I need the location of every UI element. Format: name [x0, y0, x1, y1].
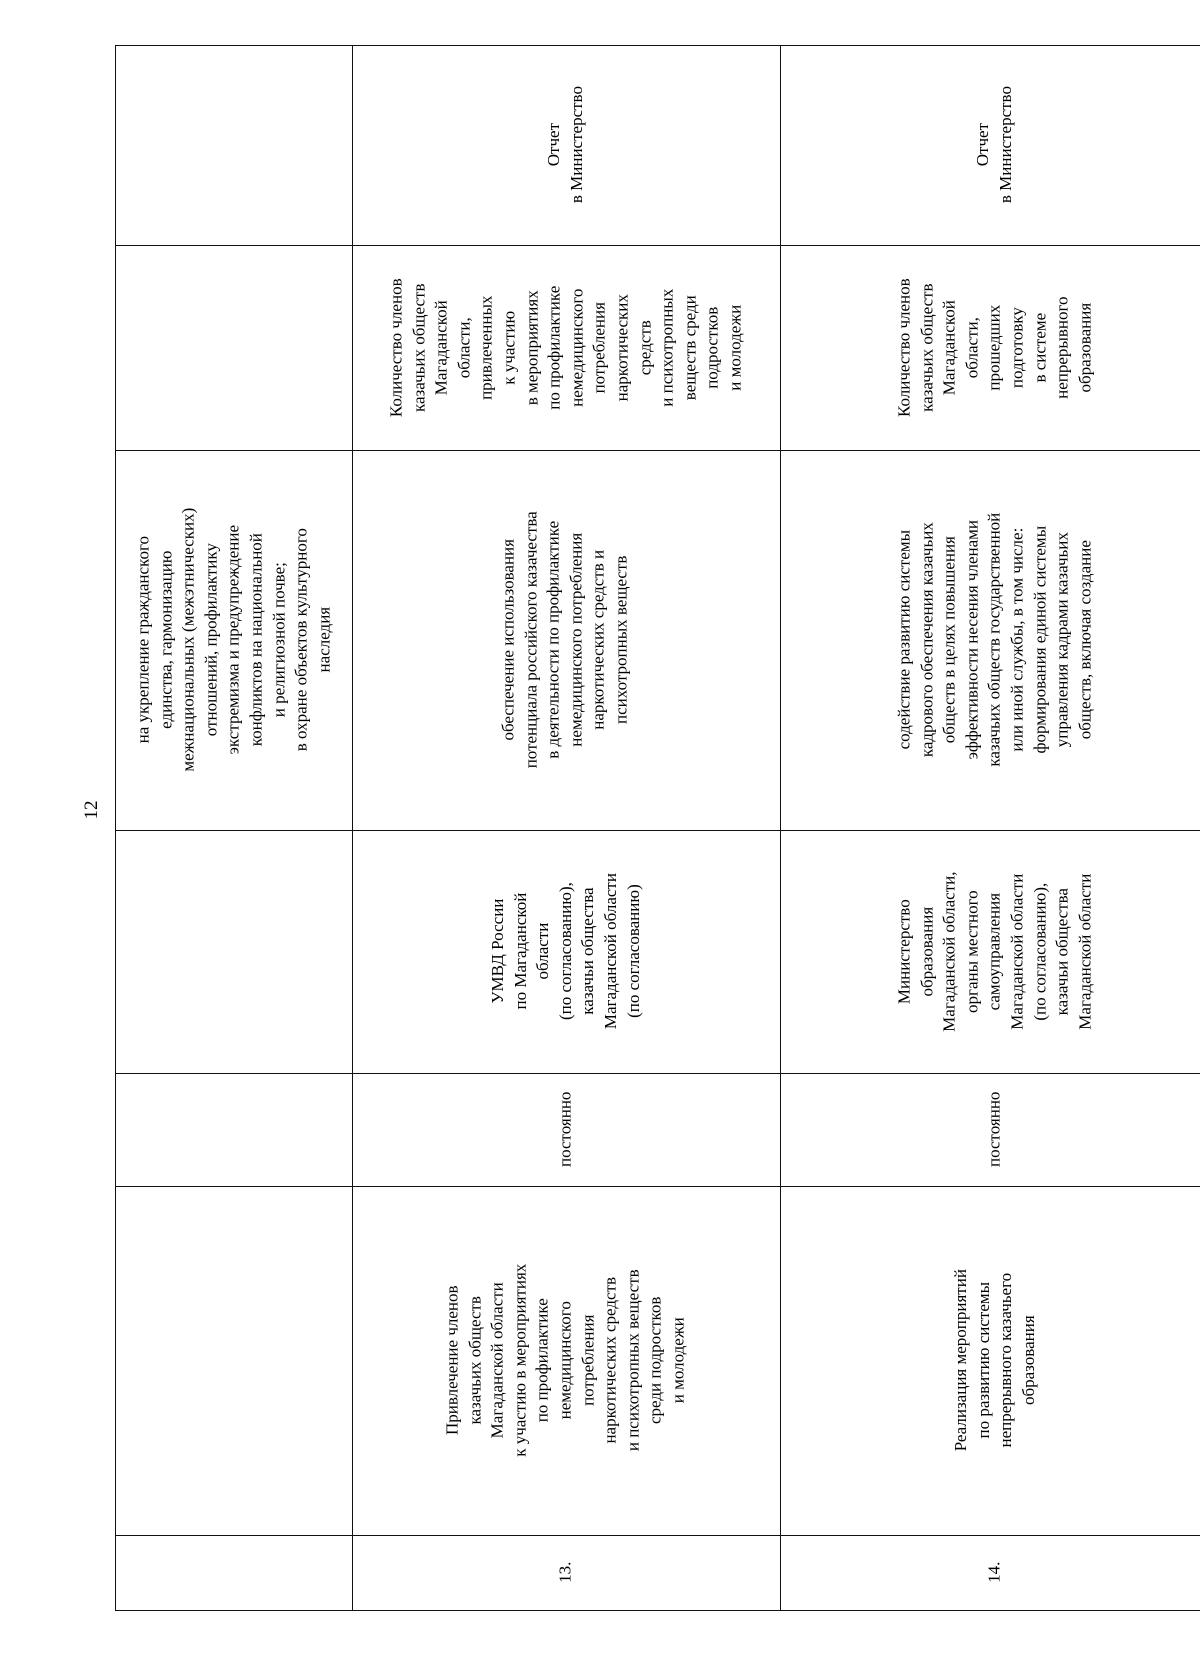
text-line: казачьих обществ [465, 1296, 485, 1425]
text-line: области, [454, 316, 474, 379]
goal-text [498, 511, 634, 768]
text-line: Магаданской области, [939, 871, 959, 1032]
text-line: и религиозной почве; [268, 562, 288, 718]
text-line: формирования единой системы [1029, 526, 1049, 754]
row-14-number-cell [780, 1535, 1200, 1610]
text-line: обеспечение использования [499, 539, 519, 741]
text-line: прошедших [984, 304, 1004, 391]
term-text: постоянно [984, 1091, 1004, 1168]
text-line: и психотропных [657, 288, 677, 407]
text-line: и молодежи [725, 304, 745, 391]
text-line: конфликтов на национальной [245, 533, 265, 747]
text-line: к участию в мероприятиях [510, 1263, 530, 1458]
text-line: наркотических средств и [589, 550, 609, 730]
text-line: потенциала российского казачества [521, 511, 541, 769]
text-line: в системе [1029, 312, 1049, 383]
text-line: привлеченных [476, 295, 496, 400]
row-13-activity-cell [352, 1186, 780, 1535]
measures-table [115, 45, 1200, 1610]
row-14-report-cell [780, 45, 1200, 245]
text-line: среди подростков [646, 1296, 666, 1425]
text-line: эффективности несения членами [962, 520, 982, 760]
row-14-indicator-cell [780, 245, 1200, 450]
text-line: обществ в целях повышения [939, 536, 959, 744]
text-line: психотропных веществ [612, 555, 632, 725]
text-line: казачьи общества [1052, 887, 1072, 1016]
text-line: в Министерство [996, 86, 1015, 204]
text-line: немедицинского [567, 288, 586, 407]
text-line: (по согласованию), [1029, 882, 1049, 1021]
text-line: области, [962, 316, 982, 379]
text-line: отношений, профилактику [200, 543, 220, 737]
text-line: непрерывного казачьего [995, 1273, 1015, 1448]
row-13-indicator-cell [352, 245, 780, 450]
row-14-term-cell [780, 1073, 1200, 1186]
report-text [543, 86, 588, 203]
text-line: самоуправления [984, 892, 1004, 1011]
text-line: и психотропных веществ [623, 1269, 643, 1452]
row-13-goal-cell [352, 450, 780, 830]
text-line: Количество членов [386, 278, 406, 417]
page-number: 12 [81, 800, 102, 820]
report-text [972, 86, 1017, 203]
goal-text [893, 513, 1096, 767]
text-line: образования [1018, 1315, 1038, 1406]
text-line: Количество членов [894, 278, 914, 417]
text-line: веществ среди [679, 295, 699, 400]
text-line: казачьих обществ [408, 283, 428, 412]
text-line: Министерство [894, 899, 914, 1004]
text-line: Отчет [544, 123, 564, 167]
text-line: Магаданской области [600, 873, 620, 1030]
text-line: в деятельности по профилактике [544, 521, 564, 759]
text-line: содействие развитию системы [894, 530, 914, 750]
text-line: (по согласованию) [623, 884, 643, 1019]
text-line: единства, гармонизацию [155, 550, 175, 730]
activity-text [442, 1264, 691, 1457]
row-14-activity-cell [780, 1186, 1200, 1535]
executor-text [893, 871, 1096, 1031]
text-line: в охране объектов культурного [290, 528, 310, 752]
row-number: 14. [984, 1561, 1004, 1584]
term-text: постоянно [555, 1091, 575, 1168]
text-line: межнациональных (межэтнических) [178, 508, 198, 772]
text-line: средств [634, 319, 654, 376]
text-line: Магаданской [939, 300, 959, 396]
row-13-report-cell [352, 45, 780, 245]
executor-text [487, 873, 645, 1029]
text-line: в Министерство [567, 86, 586, 204]
text-line: или иной службы, в том числе: [1007, 528, 1027, 752]
text-line: УМВД России [487, 899, 507, 1004]
text-line: наркотических [612, 293, 632, 402]
indicator-text [385, 278, 747, 417]
text-line: (по согласованию), [555, 882, 575, 1021]
text-line: Отчет [973, 123, 993, 167]
text-line: по развитию системы [973, 1282, 993, 1439]
text-line: потребления [589, 301, 609, 394]
text-line: потребления [578, 1314, 598, 1407]
text-line: казачьих обществ [916, 283, 936, 412]
text-line: наркотических средств [600, 1277, 620, 1444]
text-line: казачьи общества [578, 887, 598, 1016]
text-line: Магаданской [431, 300, 451, 396]
text-line: экстремизма и предупреждение [223, 525, 243, 755]
text-line: в мероприятиях [521, 290, 541, 405]
text-line: Привлечение членов [442, 1285, 462, 1436]
text-line: по профилактике [533, 1298, 553, 1423]
text-line: по Магаданской [510, 893, 530, 1010]
text-line: органы местного [962, 890, 982, 1013]
indicator-text [893, 278, 1096, 417]
text-line: Магаданской области [1075, 873, 1095, 1030]
text-line: Реализация мероприятий [950, 1269, 970, 1452]
text-line: образования [916, 906, 936, 997]
text-line: по профилактике [544, 285, 564, 410]
activity-text [950, 1269, 1040, 1451]
text-line: казачьих обществ государственной [984, 513, 1004, 767]
text-line: управления кадрами казачьих [1052, 532, 1072, 748]
text-line: кадрового обеспечения казачьих [916, 522, 936, 758]
continued-goal-text [132, 508, 335, 772]
row-13-number-cell [352, 1535, 780, 1610]
text-line: немедицинского [555, 1301, 575, 1420]
row-14-goal-cell [780, 450, 1200, 830]
text-line: наследия [313, 607, 333, 673]
row-13-executor-cell [352, 830, 780, 1073]
row-13-term-cell [352, 1073, 780, 1186]
text-line: на укрепление гражданского [132, 536, 152, 744]
text-line: непрерывного [1052, 296, 1072, 399]
text-line: к участию [499, 310, 519, 385]
continued-goal-cell [115, 450, 352, 830]
text-line: Магаданской области [487, 1282, 507, 1439]
text-line: подростков [702, 306, 722, 389]
text-line: немедицинского потребления [566, 533, 586, 747]
text-line: области [533, 923, 553, 980]
row-14-executor-cell [780, 830, 1200, 1073]
row-number: 13. [555, 1561, 575, 1584]
text-line: образования [1075, 302, 1095, 393]
text-line: обществ, включая создание [1075, 540, 1095, 740]
text-line: подготовку [1007, 307, 1027, 388]
text-line: Магаданской области [1007, 873, 1027, 1030]
text-line: и молодежи [668, 1317, 688, 1404]
